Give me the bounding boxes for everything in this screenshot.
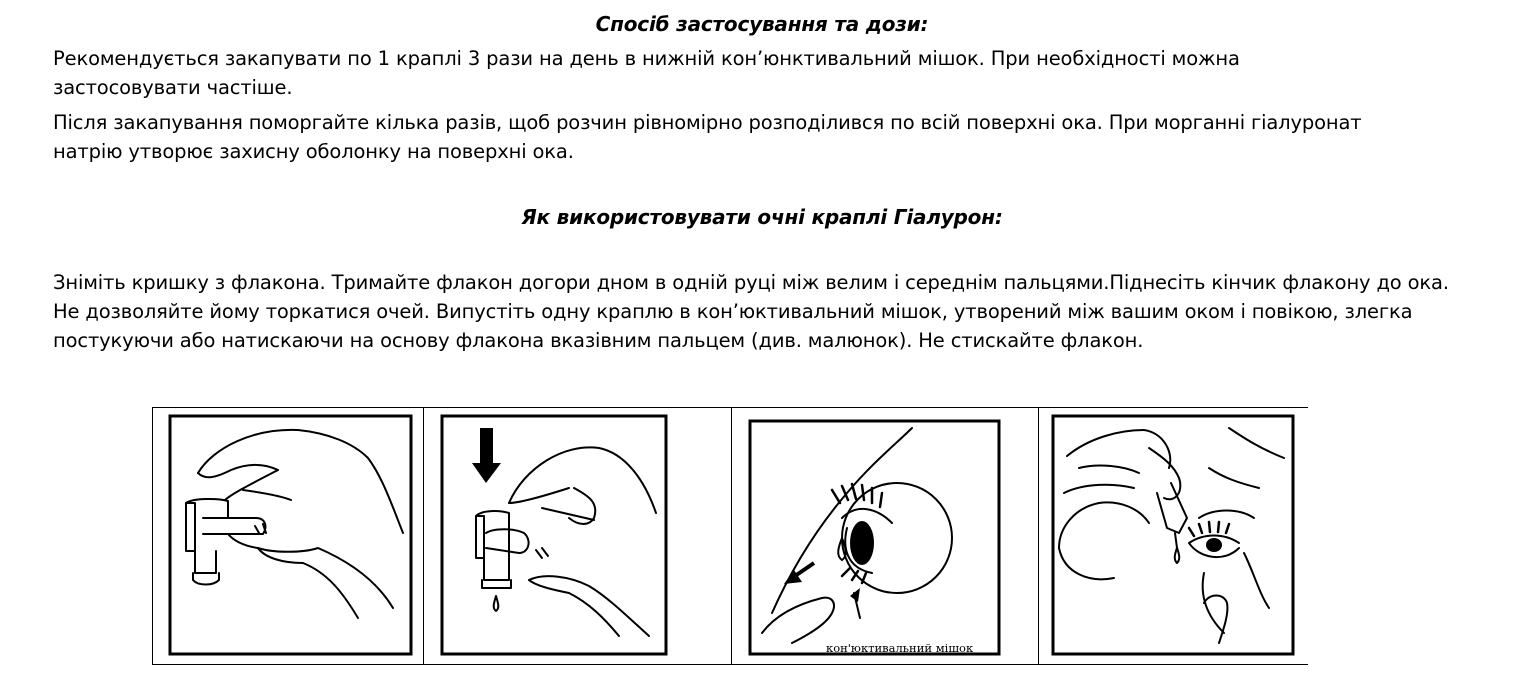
- dosage-heading: Спосіб застосування та дози:: [595, 12, 929, 36]
- pressing-bottle-illustration: [424, 408, 730, 664]
- conjunctival-sac-caption: кон'юктивальний мішок: [826, 641, 974, 655]
- figure-panel-1: [153, 408, 424, 664]
- dosage-paragraph-1: Рекомендується закапувати по 1 краплі 3 рази на день в нижній кон’юнктивальний мішок. При необхідності можна застосовувати частіше.: [53, 47, 1240, 99]
- dosage-paragraph-2: Після закапування поморгайте кілька разів, щоб розчин рівномірно розподілився по всій поверхні ока. При морганні гіалуронат натрію утворює захисну оболонку на поверхні ока.: [53, 111, 1362, 163]
- eye-conjunctival-sac-illustration: [732, 408, 1037, 664]
- applying-drop-illustration: [1039, 408, 1309, 664]
- hand-holding-bottle-illustration: [153, 408, 423, 664]
- figure-panel-3: [732, 408, 1039, 664]
- figure-panel-4: [1039, 408, 1309, 664]
- figure-panel-2: [424, 408, 732, 664]
- usage-paragraph: Зніміть кришку з флакона. Тримайте флакон догори дном в одній руці між велим і середнім пальцями.Піднесіть кінчик флакону до ока. Не дозволяйте йому торкатися очей. Випустіть одну краплю в кон’юктивальний мішок, утворений між вашим оком і повікою, злегка постукуючи або натискаючи на основу флакона вказівним пальцем (див. малюнок). Не стискайте флакон.: [53, 271, 1449, 352]
- instruction-figure: [152, 407, 1308, 665]
- usage-heading: Як використовувати очні краплі Гіалурон:: [521, 205, 1003, 229]
